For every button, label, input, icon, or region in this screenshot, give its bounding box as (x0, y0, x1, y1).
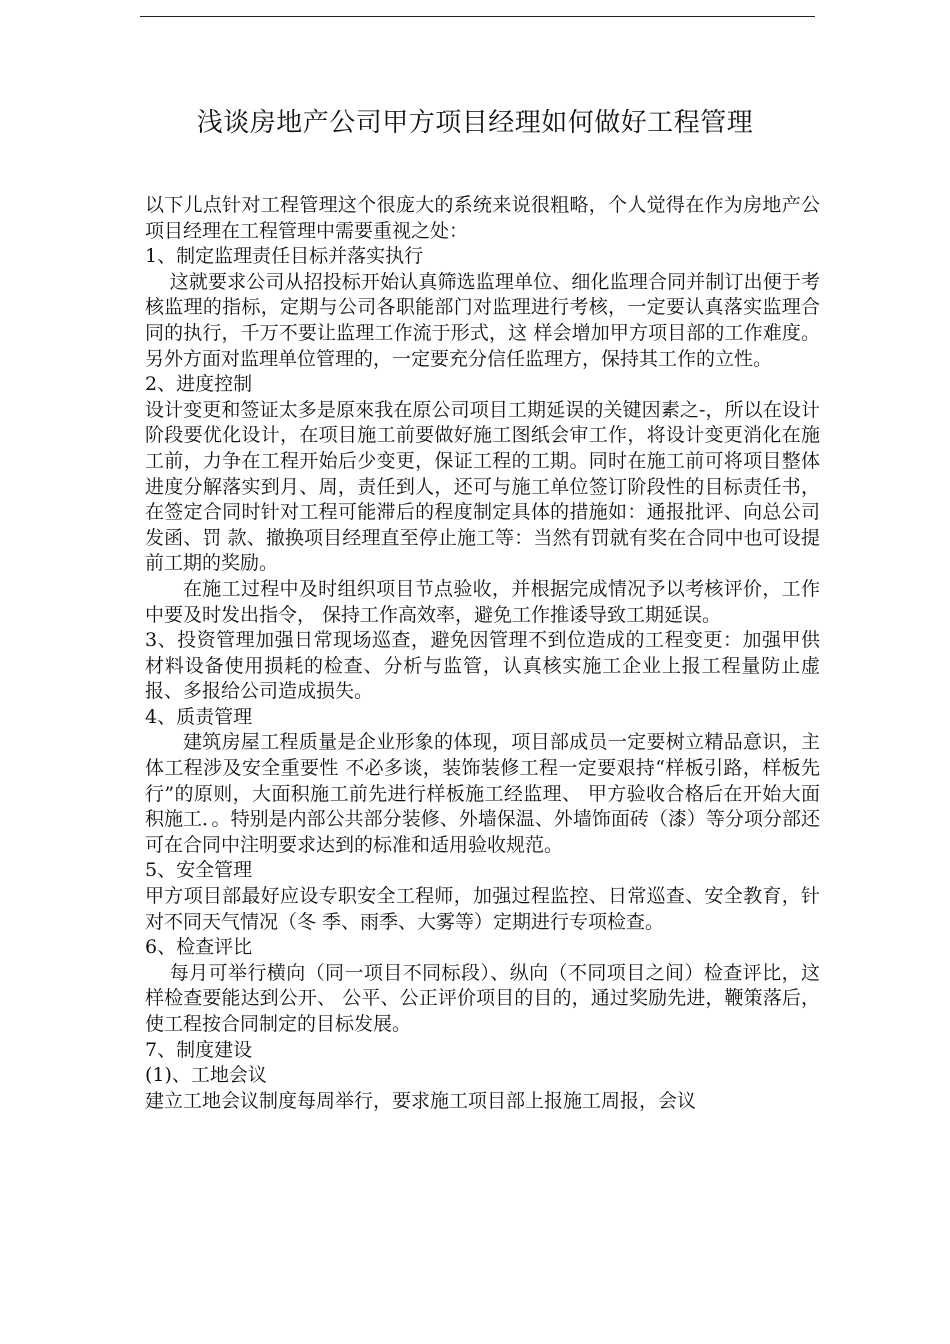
paragraph-quality: 建筑房屋工程质量是企业形象的体现，项目部成员一定要树立精品意识，主体工程涉及安全重要性 不必多谈，装饰装修工程一定要艰持“样板引路，样板先行”的原则，大面积施工前先进行样板施工经监理、 甲方验收合格后在开始大面积施工．。特别是内部公共部分装修、外墙保温、外墙饰面砖（漆）等分项分部还可在合同中注明要求达到的标准和适用验收规范。 (145, 731, 820, 856)
paragraph-acceptance: 在施工过程中及时组织项目节点验收，并根据完成情况予以考核评价，工作中要及时发出指令， 保持工作高效率，避免工作推诿导致工期延误。 (145, 577, 820, 626)
section-heading-5: 5、安全管理 (145, 859, 253, 882)
document-title: 浅谈房地产公司甲方项目经理如何做好工程管理 (196, 108, 754, 138)
subsection-heading-site-meeting: (1)、工地会议 (145, 1064, 267, 1087)
paragraph-inspection: 每月可举行横向（同一项目不同标段）、纵向（不同项目之间）检查评比，这样检查要能达到公开、 公平、公正评价项目的目的，通过奖励先进，鞭策落后，使工程按合同制定的目标发展。 (145, 961, 820, 1035)
paragraph-site-meeting: 建立工地会议制度每周举行，要求施工项目部上报施工周报，会议 (145, 1089, 697, 1112)
paragraph-intro: 以下儿点针对工程管理这个很庞大的系统来说很粗略，个人觉得在作为房地产公项目经理在工程管理中需要重视之处： (145, 194, 820, 242)
paragraph-supervision: 这就要求公司从招投标开始认真筛选监理单位、细化监理合同并制订出便于考核监理的指标，定期与公司各职能部门对监理进行考核，一定要认真落实监理合同的执行，千万不要让监理工作流于形式，这 样会增加甲方项目部的工作难度。另外方面对监理单位管理的，一定要充分信任监理方，保持其工作的立性。 (145, 270, 820, 370)
paragraph-safety: 甲方项目部最好应设专职安全工程师，加强过程监控、日常巡查、安全教育，针对不同天气情况（冬 季、雨季、大雾等）定期进行专项检查。 (145, 885, 820, 933)
section-heading-7: 7、制度建设 (145, 1038, 253, 1061)
section-heading-6: 6、检查评比 (145, 936, 253, 959)
paragraph-schedule: 设计变更和签证太多是原來我在原公司项目工期延误的关键因素之-，所以在设计阶段要优化设计，在项目施工前要做好施工图纸会审工作，将设计变更消化在施工前，力争在工程开始后少变更，保证工程的工期。同时在施工前可将项目整体进度分解落实到月、周，责任到人，还可与施工单位签订阶段性的目标责任书，在签定合同时针对工程可能滞后的程度制定具体的措施如：通报批评、向总公司发函、罚 款、撤换项目经理直至停止施工等：当然有罚就有奖在合同中也可设提前工期的奖励。 (145, 398, 820, 575)
section-heading-4: 4、质责管理 (145, 705, 253, 728)
section-heading-3-investment: 3、投资管理加强日常现场巡查，避免因管理不到位造成的工程变更：加强甲供材料设备使用损耗的检查、分析与监管，认真核实施工企业上报工程量防止虚报、多报给公司造成损失。 (145, 629, 820, 703)
section-heading-1: 1、制定监理责任目标并落实执行 (145, 245, 424, 268)
section-heading-2: 2、进度控制 (145, 373, 253, 396)
document-body (145, 193, 820, 1114)
header-rule (140, 16, 815, 17)
